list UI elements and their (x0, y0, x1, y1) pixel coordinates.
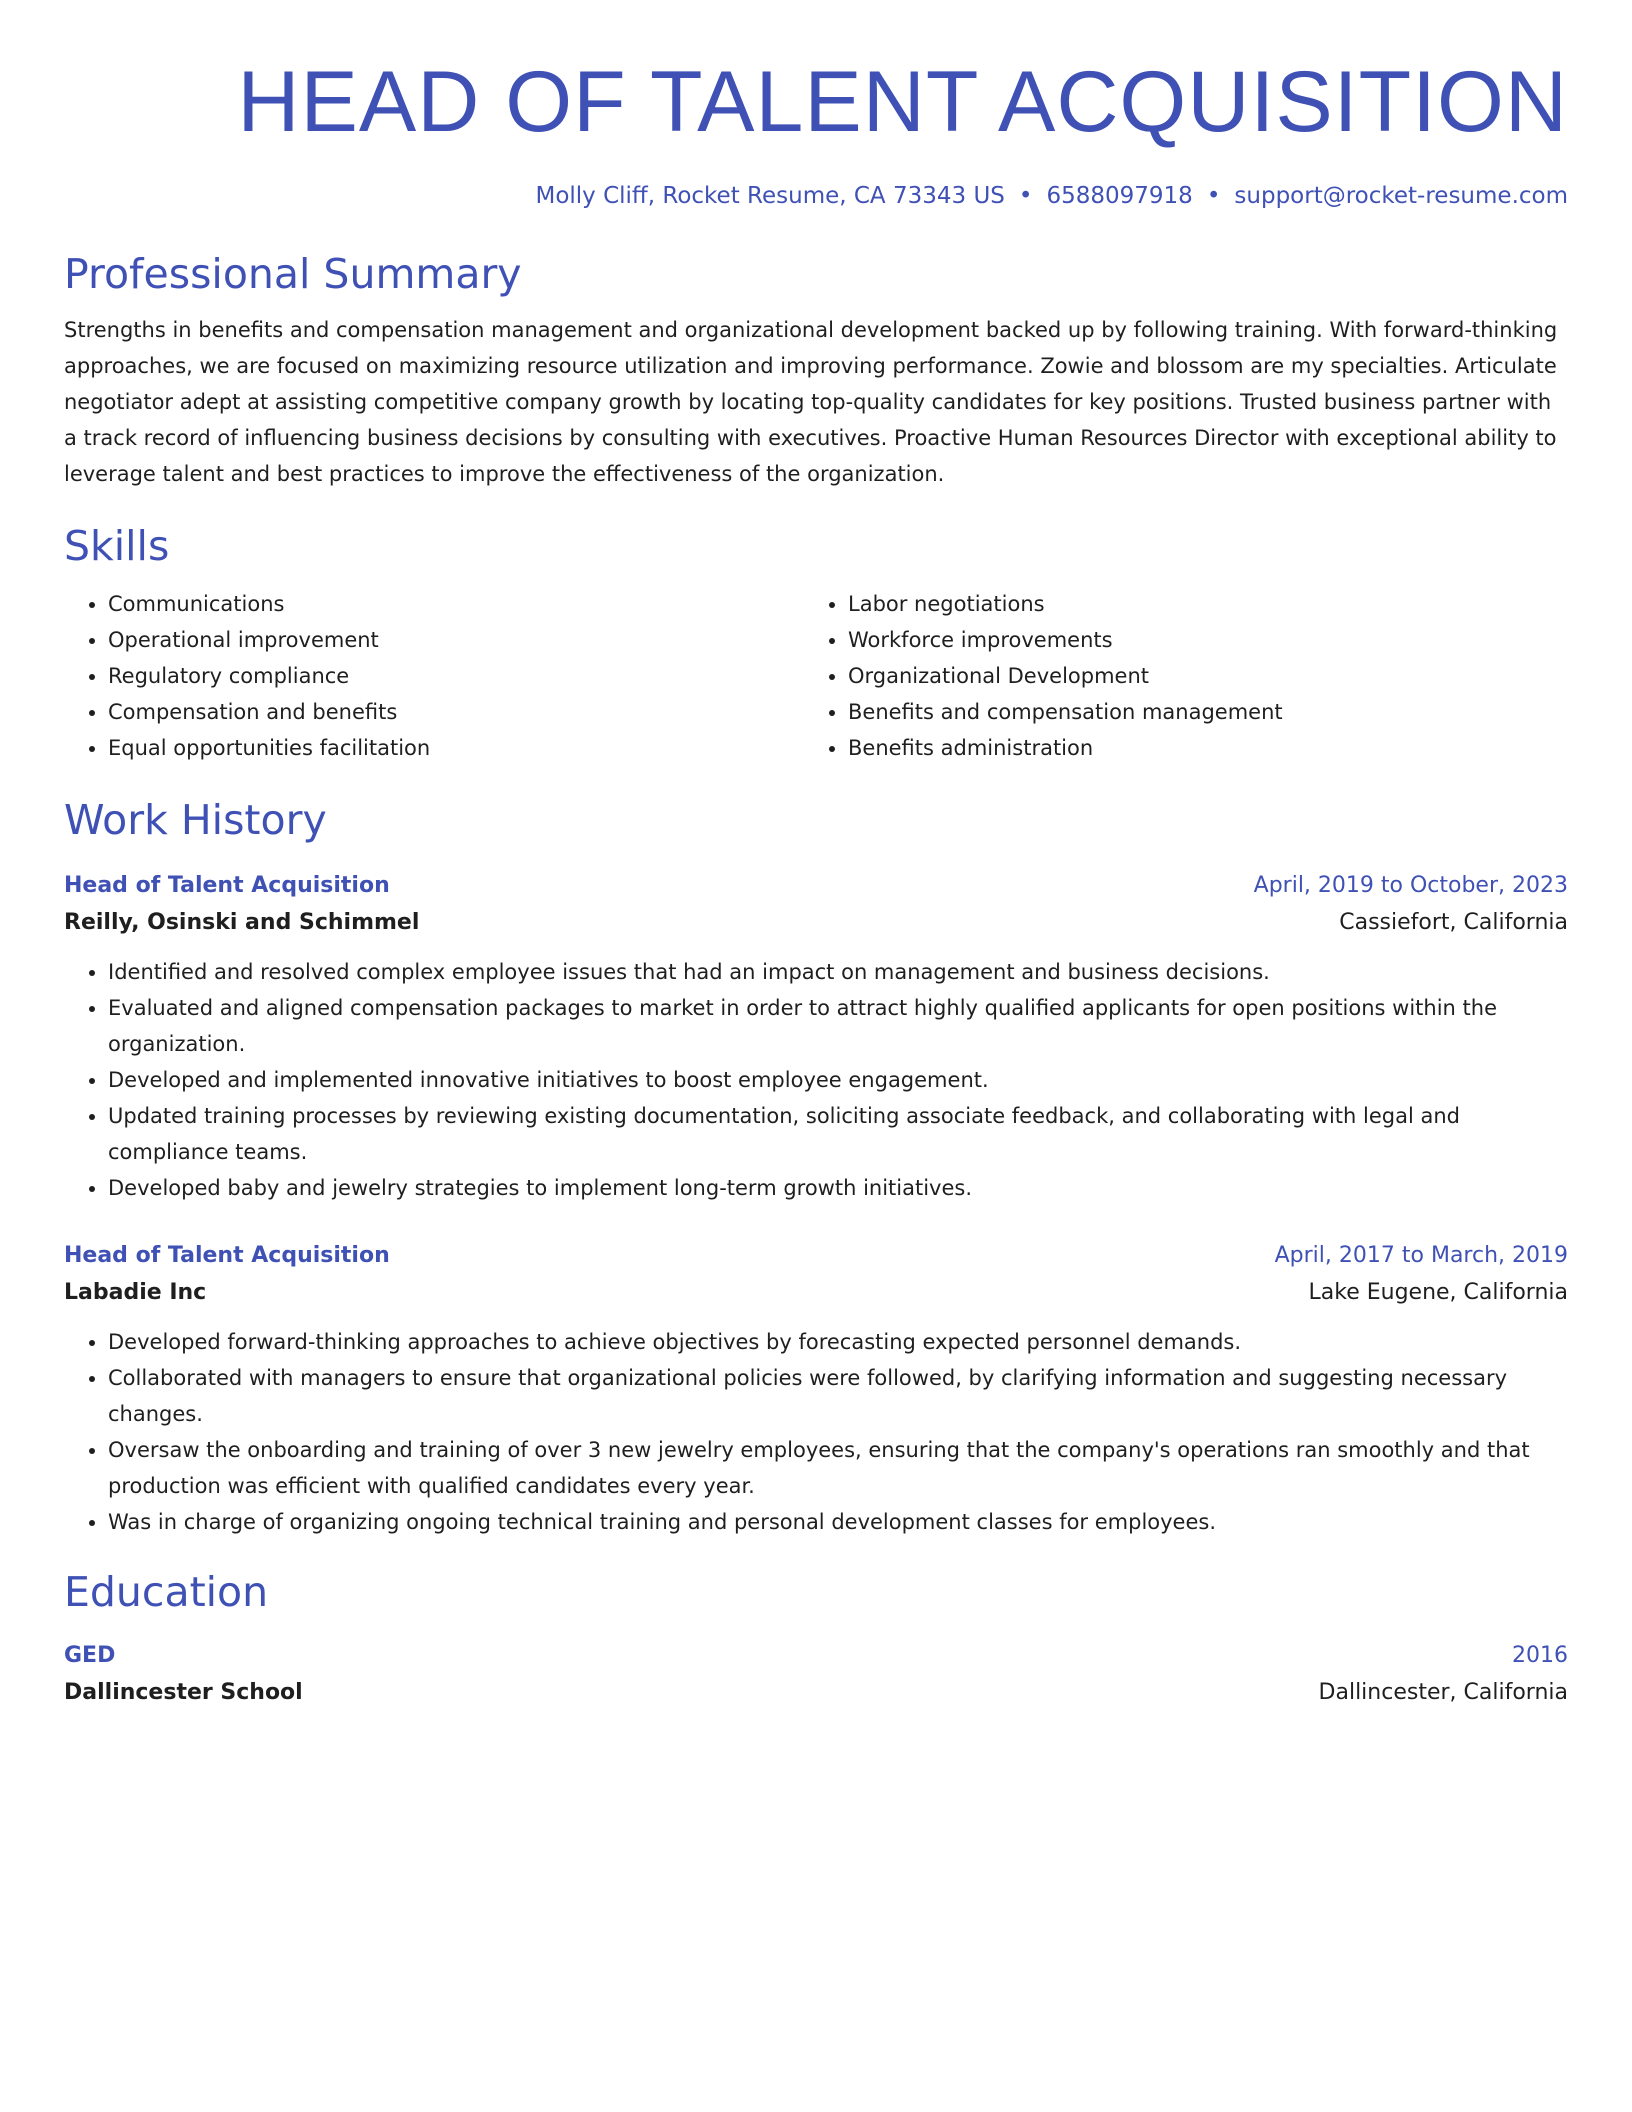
job-location: Cassiefort, California (1339, 910, 1568, 935)
summary-heading: Professional Summary (64, 250, 522, 298)
skill-item: • Communications (108, 586, 804, 622)
skill-item: • Benefits administration (848, 730, 1564, 766)
job-bullet: • Was in charge of organizing ongoing technical training and personal development classes for employees. (108, 1504, 1568, 1540)
job-company-row (64, 904, 1568, 942)
job-bullet: • Updated training processes by reviewing existing documentation, soliciting associate feedback, and collaborating with legal and compliance teams. (108, 1098, 1568, 1170)
contact-phone: 6588097918 (1046, 183, 1193, 209)
job-entry (64, 1238, 1568, 1540)
job-bullet: • Identified and resolved complex employee issues that had an impact on management and business decisions. (108, 954, 1568, 990)
work-history-heading: Work History (64, 796, 327, 844)
job-bullet: • Collaborated with managers to ensure that organizational policies were followed, by clarifying information and suggesting necessary changes. (108, 1360, 1568, 1432)
skills-list (64, 586, 1568, 766)
job-title: Head of Talent Acquisition (64, 873, 390, 898)
education-school-row (64, 1674, 1568, 1712)
skill-item: • Regulatory compliance (108, 658, 804, 694)
skill-item: • Compensation and benefits (108, 694, 804, 730)
skill-item: • Labor negotiations (848, 586, 1564, 622)
contact-email: support@rocket-resume.com (1234, 183, 1568, 209)
education-location: Dallincester, California (1318, 1680, 1568, 1705)
contact-address: Molly Cliff, Rocket Resume, CA 73343 US (535, 183, 1005, 209)
job-header-row (64, 868, 1568, 904)
resume-title: HEAD OF TALENT ACQUISITION (237, 54, 1568, 150)
skill-item: • Equal opportunities facilitation (108, 730, 804, 766)
education-degree: GED (64, 1643, 116, 1668)
summary-text: Strengths in benefits and compensation management and organizational development backed up by following training. With forward-thinking approaches, we are focused on maximizing resource utilization and improving performance. Zowie and blossom are my specialties. Articulate negotiator adept at assisting competitive company growth by locating top-quality candidates for key positions. Trusted business partner with a track record of influencing business decisions by consulting with executives. Proactive Human Resources Director with exceptional ability to leverage talent and best practices to improve the effectiveness of the organization. (64, 318, 1558, 486)
job-location: Lake Eugene, California (1308, 1280, 1568, 1305)
job-company: Reilly, Osinski and Schimmel (64, 910, 420, 935)
job-dates: April, 2019 to October, 2023 (1253, 873, 1568, 898)
job-bullets (64, 954, 1568, 1206)
skill-item: • Operational improvement (108, 622, 804, 658)
job-dates: April, 2017 to March, 2019 (1274, 1243, 1568, 1268)
job-header-row (64, 1238, 1568, 1274)
education-entry (64, 1638, 1568, 1712)
skills-heading: Skills (64, 522, 170, 570)
job-bullet: • Developed forward-thinking approaches to achieve objectives by forecasting expected personnel demands. (108, 1324, 1568, 1360)
job-bullet: • Developed baby and jewelry strategies to implement long-term growth initiatives. (108, 1170, 1568, 1206)
skill-item: • Benefits and compensation management (848, 694, 1564, 730)
job-bullet: • Oversaw the onboarding and training of over 3 new jewelry employees, ensuring that the company's operations ran smoothly and that production was efficient with qualified candidates every year. (108, 1432, 1568, 1504)
job-bullet: • Evaluated and aligned compensation packages to market in order to attract highly qualified applicants for open positions within the organization. (108, 990, 1568, 1062)
skills-column-left (64, 586, 804, 766)
education-header-row (64, 1638, 1568, 1674)
education-year: 2016 (1512, 1643, 1568, 1668)
job-bullet: • Developed and implemented innovative initiatives to boost employee engagement. (108, 1062, 1568, 1098)
skills-column-right (804, 586, 1564, 766)
job-entry (64, 868, 1568, 1206)
education-heading: Education (64, 1568, 269, 1616)
education-school: Dallincester School (64, 1680, 303, 1705)
skill-item: • Organizational Development (848, 658, 1564, 694)
job-title: Head of Talent Acquisition (64, 1243, 390, 1268)
skill-item: • Workforce improvements (848, 622, 1564, 658)
job-bullets (64, 1324, 1568, 1540)
job-company: Labadie Inc (64, 1280, 207, 1305)
job-company-row (64, 1274, 1568, 1312)
contact-separator: • (1018, 183, 1033, 209)
contact-line (64, 180, 1568, 212)
contact-separator: • (1206, 183, 1221, 209)
